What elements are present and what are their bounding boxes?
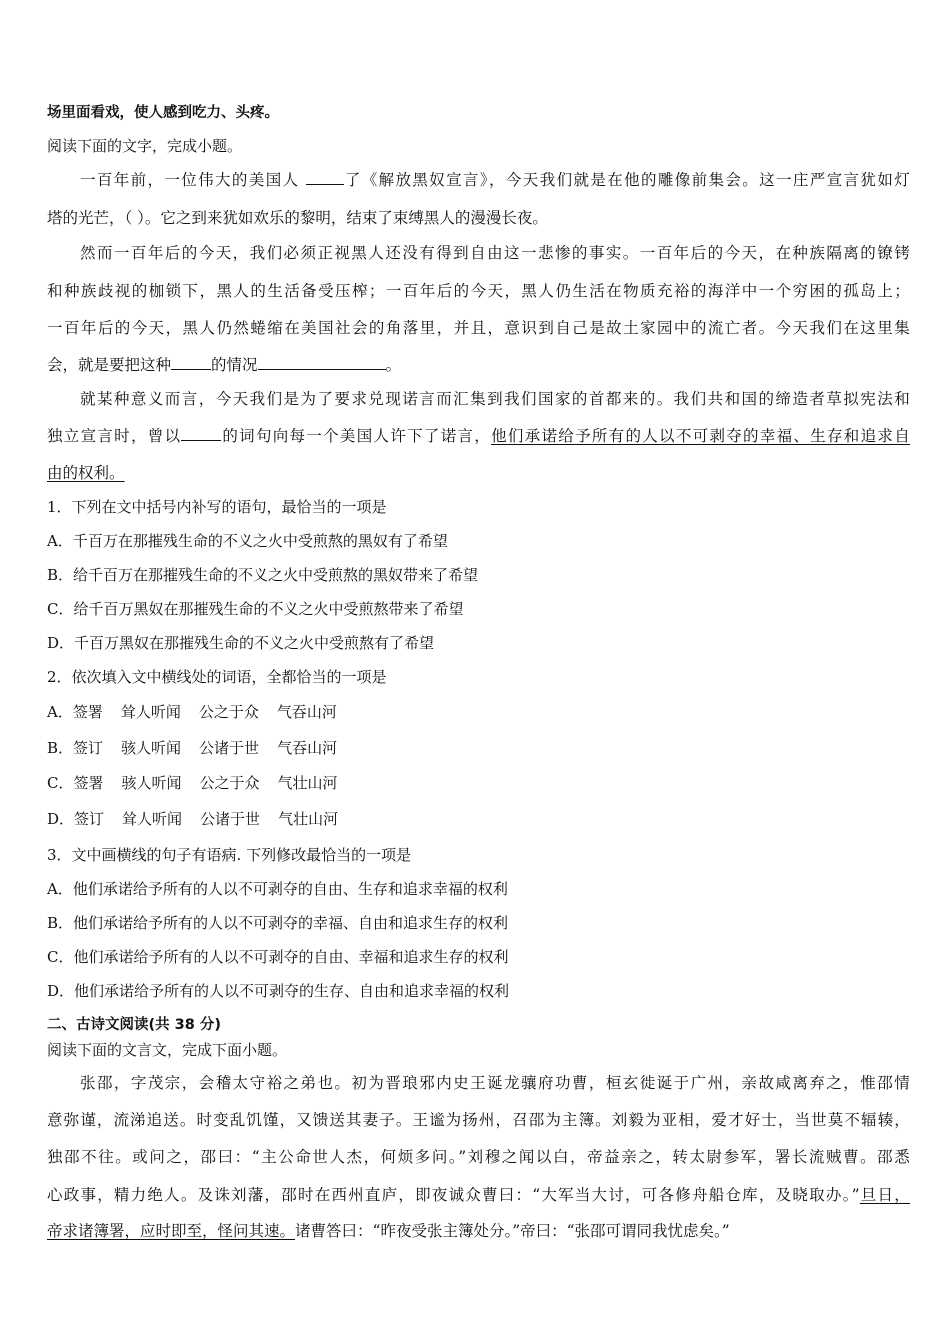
instruction: 阅读下面的文言文，完成下面小题。 xyxy=(47,1041,288,1059)
classical-line: 张邵，字茂宗，会稽太守裕之弟也。初为晋琅邪内史王诞龙骧府功曹，桓玄徙诞于广州，亲故咸离弃之，惟邵情 xyxy=(80,1074,910,1092)
classical-line: 独邵不往。或问之，邵曰：“主公命世人杰，何烦多问。”刘穆之闻以白，帝益亲之，转太尉参军，署长流贼曹。邵悉 xyxy=(47,1148,910,1166)
section-heading: 二、古诗文阅读(共 38 分) xyxy=(47,1017,222,1033)
passage-line: 和种族歧视的枷锁下，黑人的生活备受压榨；一百年后的今天，黑人仍生活在物质充裕的海洋中一个穷困的孤岛上； xyxy=(47,282,910,300)
passage-line xyxy=(47,463,910,483)
passage-line: 塔的光芒，（ ）。它之到来犹如欢乐的黎明，结束了束缚黑人的漫漫长夜。 xyxy=(47,209,548,227)
blank-4 xyxy=(181,426,221,441)
passage-line: 独立宣言时，曾以 的词句向每一个美国人许下了诺言，他们承诺给予所有的人以不可剥夺的幸福、生存和追求自 xyxy=(47,427,910,445)
underlined-sentence: 旦日， xyxy=(859,1186,910,1204)
underlined-sentence: 由的权利。 xyxy=(47,464,125,482)
blank-3 xyxy=(258,355,386,370)
option-1c: C．给千百万黑奴在那摧残生命的不义之火中受煎熬带来了希望 xyxy=(47,600,464,618)
option-2b: B．签订 骇人听闻 公诸于世 气吞山河 xyxy=(47,739,338,757)
heading-line: 场里面看戏，使人感到吃力、头疼。 xyxy=(47,105,279,121)
option-3a: A．他们承诺给予所有的人以不可剥夺的自由、生存和追求幸福的权利 xyxy=(47,880,508,898)
classical-line: 帝求诸簿署，应时即至，怪问其速。诸曹答曰：“昨夜受张主簿处分。”帝曰：“张邵可谓同我忧虑矣。” xyxy=(47,1222,730,1240)
underlined-sentence: 他们承诺给予所有的人以不可剥夺的幸福、生存和追求自 xyxy=(491,427,910,445)
option-3b: B．他们承诺给予所有的人以不可剥夺的幸福、自由和追求生存的权利 xyxy=(47,914,509,932)
question-1: 1．下列在文中括号内补写的语句，最恰当的一项是 xyxy=(47,498,387,516)
passage-line: 一百年后的今天，黑人仍然蜷缩在美国社会的角落里，并且，意识到自己是故土家园中的流亡者。今天我们在这里集 xyxy=(47,319,910,337)
instruction: 阅读下面的文字，完成小题。 xyxy=(47,137,243,155)
passage-line: 一百年前，一位伟大的美国人 了《解放黑奴宣言》，今天我们就是在他的雕像前集会。这一庄严宣言犹如灯 xyxy=(80,171,911,189)
question-3: 3．文中画横线的句子有语病. 下列修改最恰当的一项是 xyxy=(47,846,412,864)
question-2: 2．依次填入文中横线处的词语，全都恰当的一项是 xyxy=(47,668,387,686)
passage-line: 会，就是要把这种 的情况 。 xyxy=(47,356,402,374)
blank-2 xyxy=(171,355,211,370)
option-2a: A．签署 耸人听闻 公之于众 气吞山河 xyxy=(47,703,337,721)
option-1b: B．给千百万在那摧残生命的不义之火中受煎熬的黑奴带来了希望 xyxy=(47,566,479,584)
blank-1 xyxy=(306,170,344,185)
passage-line: 然而一百年后的今天，我们必须正视黑人还没有得到自由这一悲惨的事实。一百年后的今天，在种族隔离的镣铐 xyxy=(80,244,910,262)
classical-line: 意弥谨，流涕追送。时变乱饥馑，又馈送其妻子。王谧为扬州，召邵为主簿。刘毅为亚相，爱才好士，当世莫不辐辏， xyxy=(47,1111,910,1129)
passage-line: 就某种意义而言，今天我们是为了要求兑现诺言而汇集到我们国家的首都来的。我们共和国的缔造者草拟宪法和 xyxy=(80,390,910,408)
option-3d: D．他们承诺给予所有的人以不可剥夺的生存、自由和追求幸福的权利 xyxy=(47,982,510,1000)
option-2c: C．签署 骇人听闻 公之于众 气壮山河 xyxy=(47,774,338,792)
option-2d: D．签订 耸人听闻 公诸于世 气壮山河 xyxy=(47,810,339,828)
option-3c: C．他们承诺给予所有的人以不可剥夺的自由、幸福和追求生存的权利 xyxy=(47,948,509,966)
option-1a: A．千百万在那摧残生命的不义之火中受煎熬的黑奴有了希望 xyxy=(47,532,448,550)
underlined-sentence: 帝求诸簿署，应时即至，怪问其速。 xyxy=(47,1222,296,1240)
option-1d: D．千百万黑奴在那摧残生命的不义之火中受煎熬有了希望 xyxy=(47,634,435,652)
classical-line: 心政事，精力绝人。及诛刘藩，邵时在西州直庐，即夜诚众曹曰：“大军当大讨，可各修舟船仓库，及晓取办。”旦日， xyxy=(47,1186,910,1204)
